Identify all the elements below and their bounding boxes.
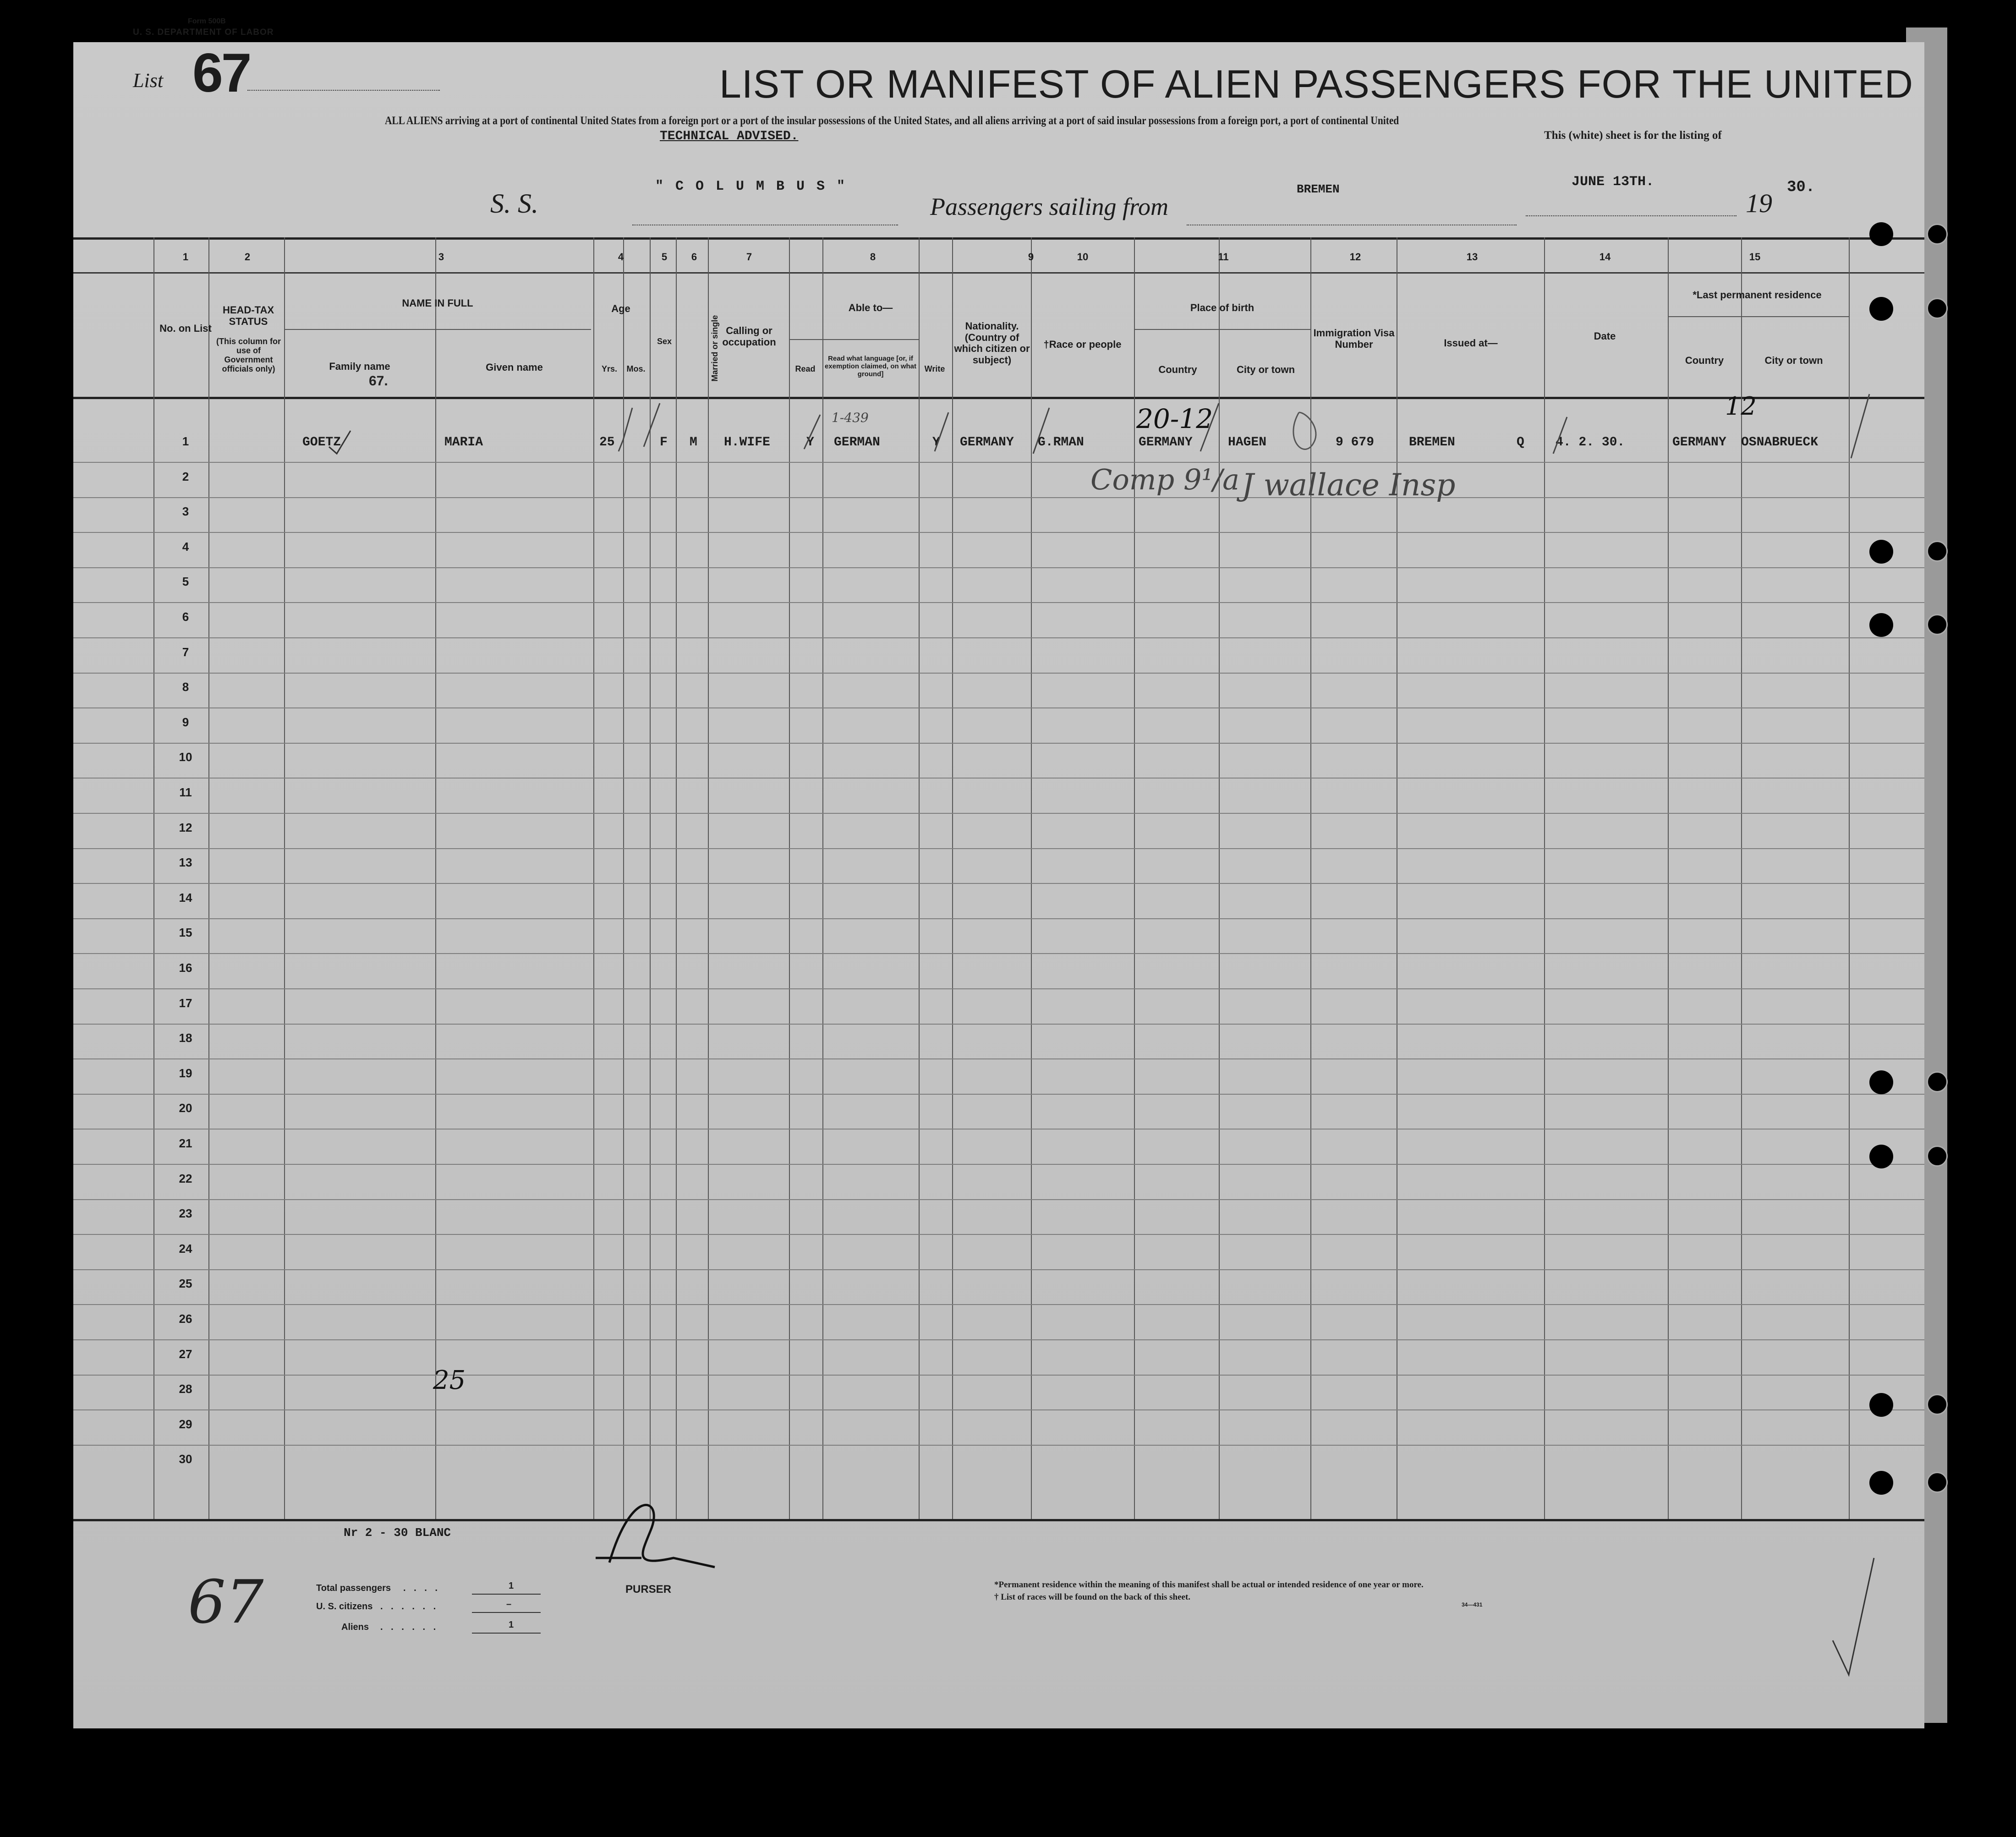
col-num-8: 8 (870, 251, 876, 263)
entry-res-city: OSNABRUECK (1741, 435, 1819, 450)
list-number: 67 (192, 42, 250, 104)
purser-signature-icon (596, 1505, 715, 1567)
col-num-10: 10 (1077, 251, 1089, 263)
footnote-residence: *Permanent residence within the meaning of this manifest shall be actual or intended residence of one year or more. (994, 1580, 1424, 1590)
col-num-5: 5 (661, 251, 668, 263)
row-number: 8 (182, 680, 189, 694)
entry-age: 25 (599, 435, 615, 450)
aliens-label: Aliens (341, 1622, 369, 1632)
punch-hole-icon (1869, 1145, 1893, 1168)
col-num-14: 14 (1599, 251, 1611, 263)
entry-language: GERMAN (834, 435, 880, 450)
punch-hole-icon (1927, 614, 1948, 635)
header-head-tax: HEAD-TAX STATUS (222, 304, 274, 327)
header-no-on-list: No. on List (159, 323, 212, 334)
sailing-from-label: Passengers sailing from (930, 193, 1169, 220)
form-code: 34—431 (1462, 1601, 1483, 1608)
header-married-single: Married or single (710, 315, 719, 382)
header-last-residence: *Last permanent residence (1693, 289, 1822, 301)
header-visa-number: Immigration Visa Number (1313, 327, 1395, 350)
annotation-birth-code: 20-12 (1136, 403, 1213, 434)
row-number: 28 (179, 1382, 192, 1396)
row-number: 21 (179, 1136, 192, 1150)
row-number: 25 (179, 1277, 192, 1291)
year-prefix: 19 (1746, 188, 1772, 218)
loop-mark-icon (1293, 412, 1316, 449)
col-num-1: 1 (182, 251, 189, 263)
purser-label: PURSER (625, 1583, 672, 1596)
col-num-11: 11 (1218, 251, 1229, 263)
punch-hole-icon (1927, 224, 1948, 245)
header-name-in-full: NAME IN FULL (402, 297, 473, 309)
tick-stroke-icon (804, 415, 820, 449)
punch-hole-icon (1869, 1393, 1893, 1417)
entry-sex: F (660, 435, 668, 450)
entry-visa-number: 9 679 (1336, 435, 1375, 450)
row-number: 17 (179, 996, 192, 1010)
punch-hole-icon (1869, 540, 1893, 564)
row-number: 3 (182, 504, 189, 519)
entry-occupation: H.WIFE (724, 435, 770, 450)
row-number: 24 (179, 1241, 192, 1256)
punch-hole-icon (1927, 1472, 1948, 1493)
entry-issued-mark: Q (1517, 435, 1524, 450)
row-number: 16 (179, 961, 192, 975)
check-mark-icon (1833, 1558, 1874, 1675)
entry-given-name: MARIA (444, 435, 483, 450)
header-age-months: Mos. (626, 364, 646, 373)
leader-dots: . . . . (403, 1583, 440, 1593)
list-label: List (133, 69, 164, 92)
header-read-language: Read what language [or, if exemption claimed, on what ground] (824, 355, 917, 378)
row-number: 5 (182, 575, 189, 589)
entry-birth-city: HAGEN (1228, 435, 1267, 450)
row-number: 13 (179, 855, 192, 870)
header-given-name: Given name (486, 362, 543, 373)
header-birth-city: City or town (1236, 364, 1295, 375)
row-number: 14 (179, 890, 192, 905)
annotation-comp: Comp 9¹/a (1090, 463, 1240, 496)
header-sex: Sex (657, 337, 672, 346)
header-able-to: Able to— (848, 302, 893, 313)
header-race: †Race or people (1043, 339, 1122, 350)
col-num-15: 15 (1749, 251, 1761, 263)
row-number: 4 (182, 539, 189, 554)
row-number: 18 (179, 1031, 192, 1045)
manifest-title: LIST OR MANIFEST OF ALIEN PASSENGERS FOR THE UNITED (719, 62, 1914, 106)
total-passengers-label: Total passengers (316, 1583, 391, 1593)
col-num-13: 13 (1466, 251, 1478, 263)
row-number: 9 (182, 715, 189, 729)
col-num-9: 9 (1028, 251, 1034, 263)
entry-marital: M (690, 435, 697, 450)
row-number: 2 (182, 469, 189, 483)
departure-port: BREMEN (1297, 182, 1340, 196)
col-num-6: 6 (691, 251, 697, 263)
aliens-underline (472, 1633, 541, 1634)
form-number: Form 500B (188, 17, 226, 25)
row-number: 20 (179, 1101, 192, 1115)
punch-hole-icon (1869, 297, 1893, 321)
punch-hole-icon (1869, 222, 1893, 246)
header-age-years: Yrs. (601, 364, 618, 373)
entry-visa-date: 4. 2. 30. (1556, 435, 1625, 450)
annotation-residence-code: 12 (1725, 392, 1757, 421)
row-number: 27 (179, 1347, 192, 1361)
entry-issued-at: BREMEN (1409, 435, 1455, 450)
entry-birth-country: GERMANY (1139, 435, 1193, 450)
year-suffix: 30. (1787, 179, 1815, 196)
annotation-language-mark: 1-439 (832, 410, 869, 425)
tick-stroke-icon (1033, 408, 1049, 454)
col-num-4: 4 (618, 251, 624, 263)
us-citizens-label: U. S. citizens (316, 1601, 373, 1612)
technical-advised-stamp: TECHNICAL ADVISED. (660, 129, 799, 143)
family-header-number: 67. (369, 373, 388, 389)
row-number: 30 (179, 1452, 192, 1466)
punch-hole-icon (1927, 541, 1948, 562)
annotation-inspector: J wallace Insp (1242, 467, 1456, 503)
row-number: 1 (182, 434, 189, 448)
header-occupation: Calling or occupation (722, 325, 776, 348)
header-write: Write (924, 364, 945, 373)
aliens-value: 1 (509, 1620, 514, 1630)
entry-res-country: GERMANY (1672, 435, 1726, 450)
department-label: U. S. DEPARTMENT OF LABOR (133, 27, 274, 37)
header-family-name: Family name (329, 361, 390, 372)
header-nationality: Nationality. (Country of which citizen or subject) (954, 320, 1030, 366)
punch-hole-icon (1927, 298, 1948, 319)
check-mark-icon (329, 431, 351, 454)
entry-read: Y (806, 435, 814, 450)
punch-hole-icon (1869, 1070, 1893, 1094)
us-citizens-value: – (506, 1599, 512, 1609)
total-underline (472, 1594, 541, 1595)
row-number: 10 (179, 750, 192, 764)
tick-stroke-icon (935, 412, 948, 451)
tick-stroke-icon (1851, 394, 1869, 458)
sheet-reference: Nr 2 - 30 BLANC (344, 1526, 451, 1540)
tick-stroke-icon (1200, 403, 1219, 451)
row-number: 29 (179, 1417, 192, 1431)
punch-hole-icon (1869, 613, 1893, 637)
header-read: Read (795, 364, 816, 373)
sailing-date: JUNE 13TH. (1572, 174, 1654, 190)
row-number: 6 (182, 610, 189, 624)
ss-label: S. S. (490, 188, 538, 219)
subtitle-line-2: This (white) sheet is for the listing of (1544, 129, 1722, 142)
footnote-races: † List of races will be found on the back of this sheet. (994, 1592, 1191, 1602)
header-place-of-birth: Place of birth (1190, 302, 1255, 313)
entry-write: Y (932, 435, 940, 450)
row-number: 7 (182, 645, 189, 659)
col-num-7: 7 (746, 251, 752, 263)
row-number: 11 (179, 785, 192, 799)
punch-hole-icon (1927, 1394, 1948, 1415)
punch-hole-icon (1927, 1146, 1948, 1167)
punch-hole-icon (1869, 1471, 1893, 1495)
subtitle-line-1: ALL ALIENS arriving at a port of continental United States from a foreign port or a port of the insular possessions of the United States, and all aliens arriving at a port of said insular possessions from a foreign port, a port of continental United (385, 115, 1399, 127)
ship-name: " C O L U M B U S " (655, 179, 847, 194)
header-age: Age (611, 303, 630, 314)
header-issued-at: Issued at— (1444, 337, 1498, 349)
citizens-underline (472, 1612, 541, 1613)
leader-dots: . . . . . . (380, 1622, 439, 1632)
total-passengers-value: 1 (509, 1581, 514, 1591)
row-number: 19 (179, 1066, 192, 1080)
tick-stroke-icon (619, 408, 632, 451)
entry-nationality: GERMANY (960, 435, 1014, 450)
row-number: 23 (179, 1206, 192, 1221)
row-number: 22 (179, 1171, 192, 1185)
tick-stroke-icon (1553, 417, 1567, 454)
entry-race: G.RMAN (1038, 435, 1084, 450)
header-head-tax-note: (This column for use of Government officials only) (216, 337, 281, 374)
header-birth-country: Country (1158, 364, 1197, 375)
row-number: 12 (179, 820, 192, 834)
punch-hole-icon (1927, 1071, 1948, 1092)
header-res-country: Country (1685, 355, 1724, 366)
margin-list-number: 67 (188, 1567, 264, 1637)
header-res-city: City or town (1764, 355, 1823, 366)
leader-dots: . . . . . . (380, 1601, 439, 1612)
col-num-3: 3 (438, 251, 444, 263)
header-date: Date (1594, 330, 1616, 342)
annotation-row-28: 25 (433, 1365, 466, 1395)
row-number: 15 (179, 926, 192, 940)
entry-family-name: GOETZ (302, 435, 341, 450)
tick-stroke-icon (644, 403, 660, 447)
row-number: 26 (179, 1312, 192, 1326)
col-num-12: 12 (1349, 251, 1361, 263)
col-num-2: 2 (244, 251, 251, 263)
